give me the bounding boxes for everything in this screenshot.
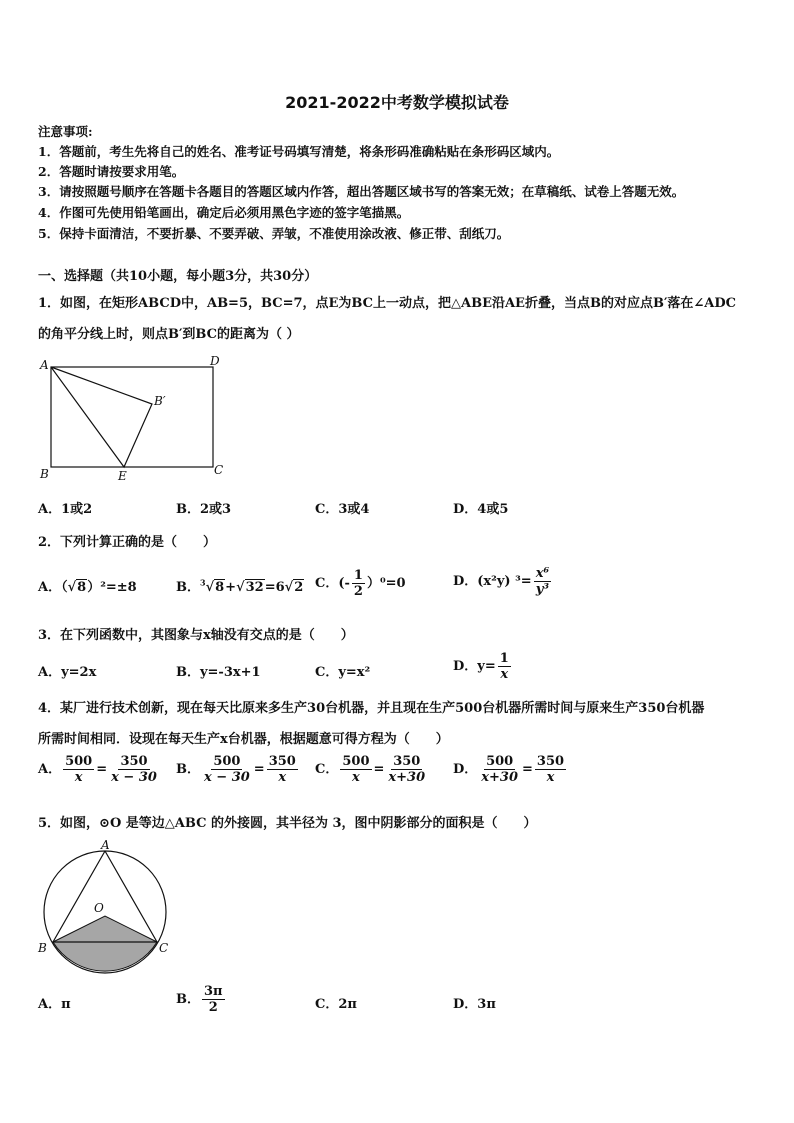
q2-d-prefix: D．(x²y) ³= — [453, 574, 532, 589]
shaded-triangle-obc — [53, 916, 157, 942]
q4-option-c — [315, 754, 429, 785]
q4-c-equals: = — [373, 762, 385, 777]
q4-d-prefix: D． — [453, 762, 478, 777]
label-e: E — [118, 469, 127, 482]
label-o: O — [94, 901, 104, 915]
q4-b-right-fraction — [267, 754, 298, 785]
q4-c-left-fraction — [340, 754, 371, 785]
label-b-prime: B′ — [154, 394, 166, 408]
q2-option-c — [315, 568, 406, 599]
q4-d-n2: 350 — [536, 754, 565, 769]
q4-c-right-fraction — [386, 754, 427, 785]
q4-line-2: 所需时间相同．设现在每天生产x台机器，根据题意可得方程为（ ） — [38, 732, 449, 747]
q3-stem: 3．在下列函数中，其图象与x轴没有交点的是（ ） — [38, 628, 354, 643]
q4-d-left-fraction — [479, 754, 520, 785]
q4-c-n2: 350 — [393, 754, 421, 769]
q2-stem: 2．下列计算正确的是（ ） — [38, 535, 217, 550]
q4-b-left-fraction — [202, 754, 252, 785]
fold-triangle — [51, 367, 152, 467]
section-heading: 一、选择题（共10小题，每小题3分，共30分） — [38, 269, 318, 284]
q4-d-equals: = — [522, 762, 533, 777]
q5-b-denominator: 2 — [208, 1000, 218, 1015]
q1-option-c: C．3或4 — [315, 502, 370, 517]
q4-b-n2: 350 — [268, 754, 296, 769]
q2-b-root-index: 3 — [200, 577, 206, 588]
note-item-2: 2．答题时请按要求用笔。 — [38, 164, 185, 179]
label-c: C — [214, 463, 224, 477]
q2-c-suffix: ）⁰=0 — [366, 576, 406, 591]
rectangle-abcd — [51, 367, 213, 467]
q5-option-c: C．2π — [315, 997, 357, 1012]
q3-option-c: C．y=x² — [315, 665, 371, 680]
q2-a-suffix: ）²=±8 — [87, 580, 137, 595]
q4-b-equals: = — [253, 762, 265, 777]
q2-option-b — [176, 576, 304, 595]
q1-line-1: 1．如图，在矩形ABCD中，AB=5，BC=7，点E为BC上一动点，把△ABE沿AE折叠，当点B的对应点B′落在∠ADC — [38, 296, 736, 311]
q2-c-denominator: 2 — [353, 584, 363, 599]
q4-d-d1: x+30 — [481, 770, 519, 785]
q2-d-numerator: x⁶ — [535, 566, 550, 581]
q2-c-prefix: C．(- — [315, 576, 350, 591]
q4-b-d1: x − 30 — [204, 770, 250, 785]
q1-option-a: A．1或2 — [38, 502, 93, 517]
q2-d-fraction — [534, 566, 551, 597]
q5-stem: 5．如图，⊙O 是等边△ABC 的外接圆，其半径为 3，图中阴影部分的面积是（ ） — [38, 816, 537, 831]
label-a: A — [40, 358, 49, 372]
q4-option-d — [453, 754, 568, 785]
q2-option-a — [38, 576, 137, 595]
q4-d-n1: 500 — [486, 754, 514, 769]
sqrt-sign: √ — [236, 580, 245, 595]
page-title: 2021-2022中考数学模拟试卷 — [285, 93, 509, 112]
q2-b-prefix: B． — [176, 580, 200, 595]
sqrt-sign: √ — [67, 580, 77, 595]
q4-a-equals: = — [96, 762, 108, 777]
q4-line-1: 4．某厂进行技术创新，现在每天比原来多生产30台机器，并且现在生产500台机器所需时间与原来生产350台机器 — [38, 701, 705, 716]
q4-b-prefix: B． — [176, 762, 200, 777]
q3-d-numerator: 1 — [499, 651, 509, 666]
q2-b-radicand-2: 32 — [245, 580, 264, 595]
q2-b-radicand-3: 2 — [294, 580, 304, 595]
q4-c-prefix: C． — [315, 762, 339, 777]
q3-d-prefix: D．y= — [453, 659, 496, 674]
label-d: D — [210, 354, 220, 368]
q4-a-right-fraction — [109, 754, 159, 785]
q4-c-n1: 500 — [342, 754, 370, 769]
q2-b-suffix: =6 — [264, 580, 285, 595]
q3-d-denominator: x — [500, 667, 509, 682]
sqrt-sign: √ — [205, 580, 215, 595]
label-a: A — [101, 838, 110, 852]
q4-option-b — [176, 754, 300, 785]
q3-option-a: A．y=2x — [38, 665, 97, 680]
q2-option-d — [453, 566, 553, 597]
q2-c-fraction — [352, 568, 365, 599]
note-item-4: 4．作图可先使用铅笔画出，确定后必须用黑色字迹的签字笔描黑。 — [38, 205, 410, 220]
q4-b-d2: x — [278, 770, 287, 785]
q4-a-prefix: A． — [38, 762, 62, 777]
q3-d-fraction — [498, 651, 511, 682]
note-item-5: 5．保持卡面清洁，不要折暴、不要弄破、弄皱，不准使用涂改液、修正带、刮纸刀。 — [38, 226, 510, 241]
q4-a-n1: 500 — [65, 754, 93, 769]
sqrt-sign: √ — [284, 580, 294, 595]
q5-option-d: D．3π — [453, 997, 496, 1012]
q2-a-prefix: A．（ — [38, 580, 68, 595]
q1-option-b: B．2或3 — [176, 502, 232, 517]
q2-b-plus: + — [225, 580, 237, 595]
label-b: B — [38, 941, 47, 955]
q3-option-b: B．y=-3x+1 — [176, 665, 261, 680]
q4-option-a — [38, 754, 161, 785]
shaded-segment — [53, 942, 157, 971]
q5-b-fraction — [202, 984, 225, 1015]
q3-option-d — [453, 651, 513, 682]
q5-option-a: A．π — [38, 997, 71, 1012]
note-item-3: 3．请按照题号顺序在答题卡各题目的答题区域内作答，超出答题区域书写的答案无效；在草稿纸、试卷上答题无效。 — [38, 184, 685, 199]
q4-a-d2: x − 30 — [111, 770, 157, 785]
q4-d-right-fraction — [535, 754, 566, 785]
q1-option-d: D．4或5 — [453, 502, 509, 517]
label-b: B — [40, 467, 49, 481]
q4-b-n1: 500 — [213, 754, 241, 769]
note-item-1: 1．答题前，考生先将自己的姓名、准考证号码填写清楚，将条形码准确粘贴在条形码区域内。 — [38, 144, 560, 159]
q4-d-d2: x — [546, 770, 555, 785]
q5-option-b — [176, 984, 227, 1015]
q4-c-d2: x+30 — [388, 770, 426, 785]
label-c: C — [159, 941, 169, 955]
q5-circle-figure — [34, 836, 184, 982]
q1-line-2: 的角平分线上时，则点B′到BC的距离为（ ） — [38, 327, 300, 342]
q4-a-left-fraction — [63, 754, 94, 785]
notes-heading: 注意事项: — [38, 124, 93, 139]
q4-c-d1: x — [352, 770, 360, 785]
q1-rectangle-figure — [36, 352, 236, 482]
q5-b-prefix: B． — [176, 992, 200, 1007]
q2-b-radicand-1: 8 — [215, 580, 225, 595]
q2-d-denominator: y³ — [535, 582, 550, 597]
q5-b-numerator: 3π — [204, 984, 223, 999]
q4-a-n2: 350 — [120, 754, 148, 769]
q2-c-numerator: 1 — [353, 568, 363, 583]
q2-a-radicand: 8 — [77, 580, 87, 595]
q4-a-d1: x — [74, 770, 83, 785]
